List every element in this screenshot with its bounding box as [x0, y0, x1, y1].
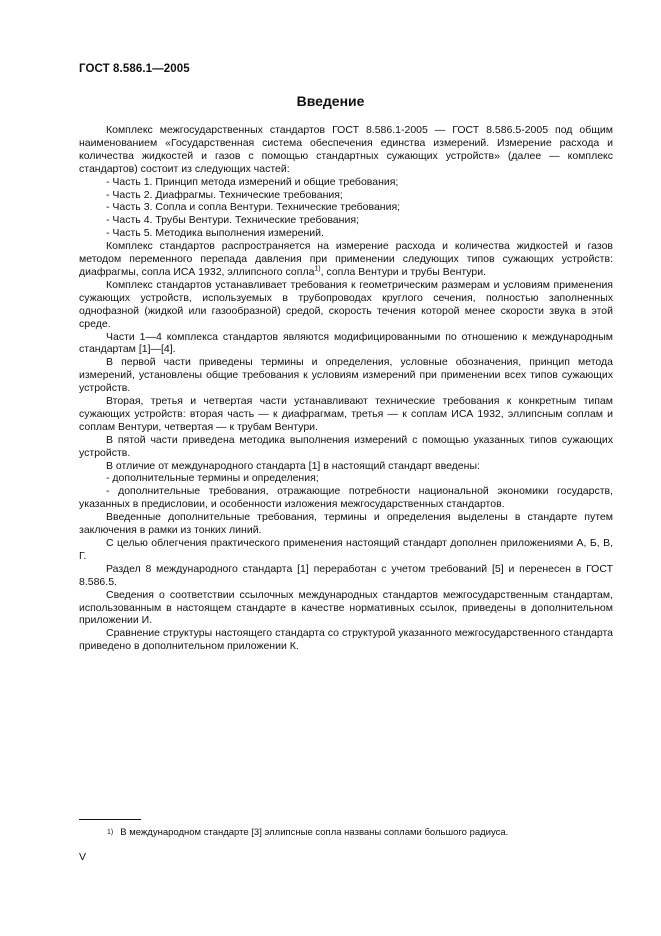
footnote-text: В международном стандарте [3] эллипсные сопла названы соплами большого радиуса. — [120, 827, 509, 838]
paragraph-text: Раздел 8 международного стандарта [1] переработан с учетом требований [5] и перенесен в ГОСТ 8.586.5. — [79, 562, 613, 588]
paragraph-text: - Часть 1. Принцип метода измерений и общие требования; — [106, 175, 399, 188]
paragraph-text: - Часть 5. Методика выполнения измерений. — [106, 227, 324, 240]
footnote-reference: 1) — [314, 265, 321, 273]
paragraph-text: - Часть 4. Трубы Вентури. Технические требования; — [106, 214, 359, 227]
paragraph — [79, 511, 613, 537]
paragraph-text: - дополнительные термины и определения; — [106, 472, 319, 485]
paragraph-text: С целью облегчения практического применения настоящий стандарт дополнен приложениями А, Б, В, Г. — [79, 537, 613, 562]
paragraph — [79, 395, 613, 434]
list-item — [79, 214, 613, 227]
paragraph — [79, 589, 613, 628]
paragraph-text: В отличие от международного стандарта [1] в настоящий стандарт введены: — [106, 459, 480, 472]
paragraph-text: Части 1—4 комплекса стандартов являются модифицированными по отношению к международным стандартам [1]—[4]. — [79, 330, 613, 356]
list-item — [79, 472, 613, 485]
paragraph-text: - Часть 3. Сопла и сопла Вентури. Технические требования; — [106, 201, 401, 214]
paragraph — [79, 124, 613, 176]
paragraph — [79, 563, 613, 589]
paragraph-text: Введенные дополнительные требования, термины и определения выделены в стандарте путем заключения в рамки из тонких линий. — [79, 511, 613, 537]
paragraph-text: - дополнительные требования, отражающие потребности национальной экономики государств, указанных в предисловии, и особенности изложения межгосударственных стандартов. — [79, 485, 613, 511]
paragraph-text: Сведения о соответствии ссылочных международных стандартов межгосударственным стандартам, использованным в настоящем стандарте в качестве нормативных ссылок, приведены в дополнительном приложении И. — [79, 588, 613, 627]
paragraph-text-continued: , сопла Вентури и трубы Вентури. — [320, 265, 487, 278]
footnote — [107, 827, 607, 839]
list-item — [79, 201, 613, 214]
document-header: ГОСТ 8.586.1—2005 — [79, 63, 190, 75]
paragraph-text: - Часть 2. Диафрагмы. Технические требования; — [106, 188, 343, 201]
introduction-body — [79, 124, 613, 653]
list-item — [79, 227, 613, 240]
paragraph-text: Сравнение структуры настоящего стандарта со структурой указанного межгосударственного стандарта приведено в дополнительном приложении К. — [79, 627, 613, 653]
footnote-mark: 1) — [107, 829, 114, 836]
paragraph-text: Комплекс межгосударственных стандартов ГОСТ 8.586.1-2005 — ГОСТ 8.586.5-2005 под общим наименованием «Государственная система обеспечения единства измерений. Измерение расхода и количества жидкостей и газов с помощью стандартных сужающих устройств» (далее — комплекс стандартов) состоит из следующих частей: — [79, 124, 613, 175]
footnote-separator — [79, 819, 141, 820]
paragraph — [79, 240, 613, 279]
paragraph — [79, 460, 613, 473]
paragraph-text: Вторая, третья и четвертая части устанавливают технические требования к конкретным типам сужающих устройств: вторая часть — к диафрагмам, третья — к соплам ИСА 1932, эллипсным соплам и соплам Вентури, четвертая — к трубам Вентури. — [79, 395, 613, 433]
list-item — [79, 176, 613, 189]
paragraph — [79, 537, 613, 563]
page-number: V — [79, 851, 87, 863]
paragraph — [79, 331, 613, 357]
paragraph-text: В пятой части приведена методика выполнения измерений с помощью указанных типов сужающих устройств. — [79, 433, 613, 459]
paragraph-text: Комплекс стандартов распространяется на измерение расхода и количества жидкостей и газов методом переменного перепада давления при применении следующих типов сужающих устройств: диафрагмы, сопла ИСА 1932, эллипсного сопла — [79, 240, 613, 278]
section-title: Введение — [296, 93, 365, 109]
list-item — [79, 189, 613, 202]
paragraph — [79, 434, 613, 460]
paragraph — [79, 485, 613, 511]
paragraph — [79, 279, 613, 331]
paragraph-text: Комплекс стандартов устанавливает требования к геометрическим размерам и условиям применения сужающих устройств, используемых в трубопроводах круглого сечения, полностью заполненных однофазной (жидкой или газообразной) средой, скорость течения которой менее скорости звука в этой среде. — [79, 278, 613, 330]
paragraph-text: В первой части приведены термины и определения, условные обозначения, принцип метода измерений, установлены общие требования к условиям измерений при применении всех типов сужающих устройств. — [79, 356, 613, 395]
paragraph — [79, 627, 613, 653]
paragraph — [79, 356, 613, 395]
